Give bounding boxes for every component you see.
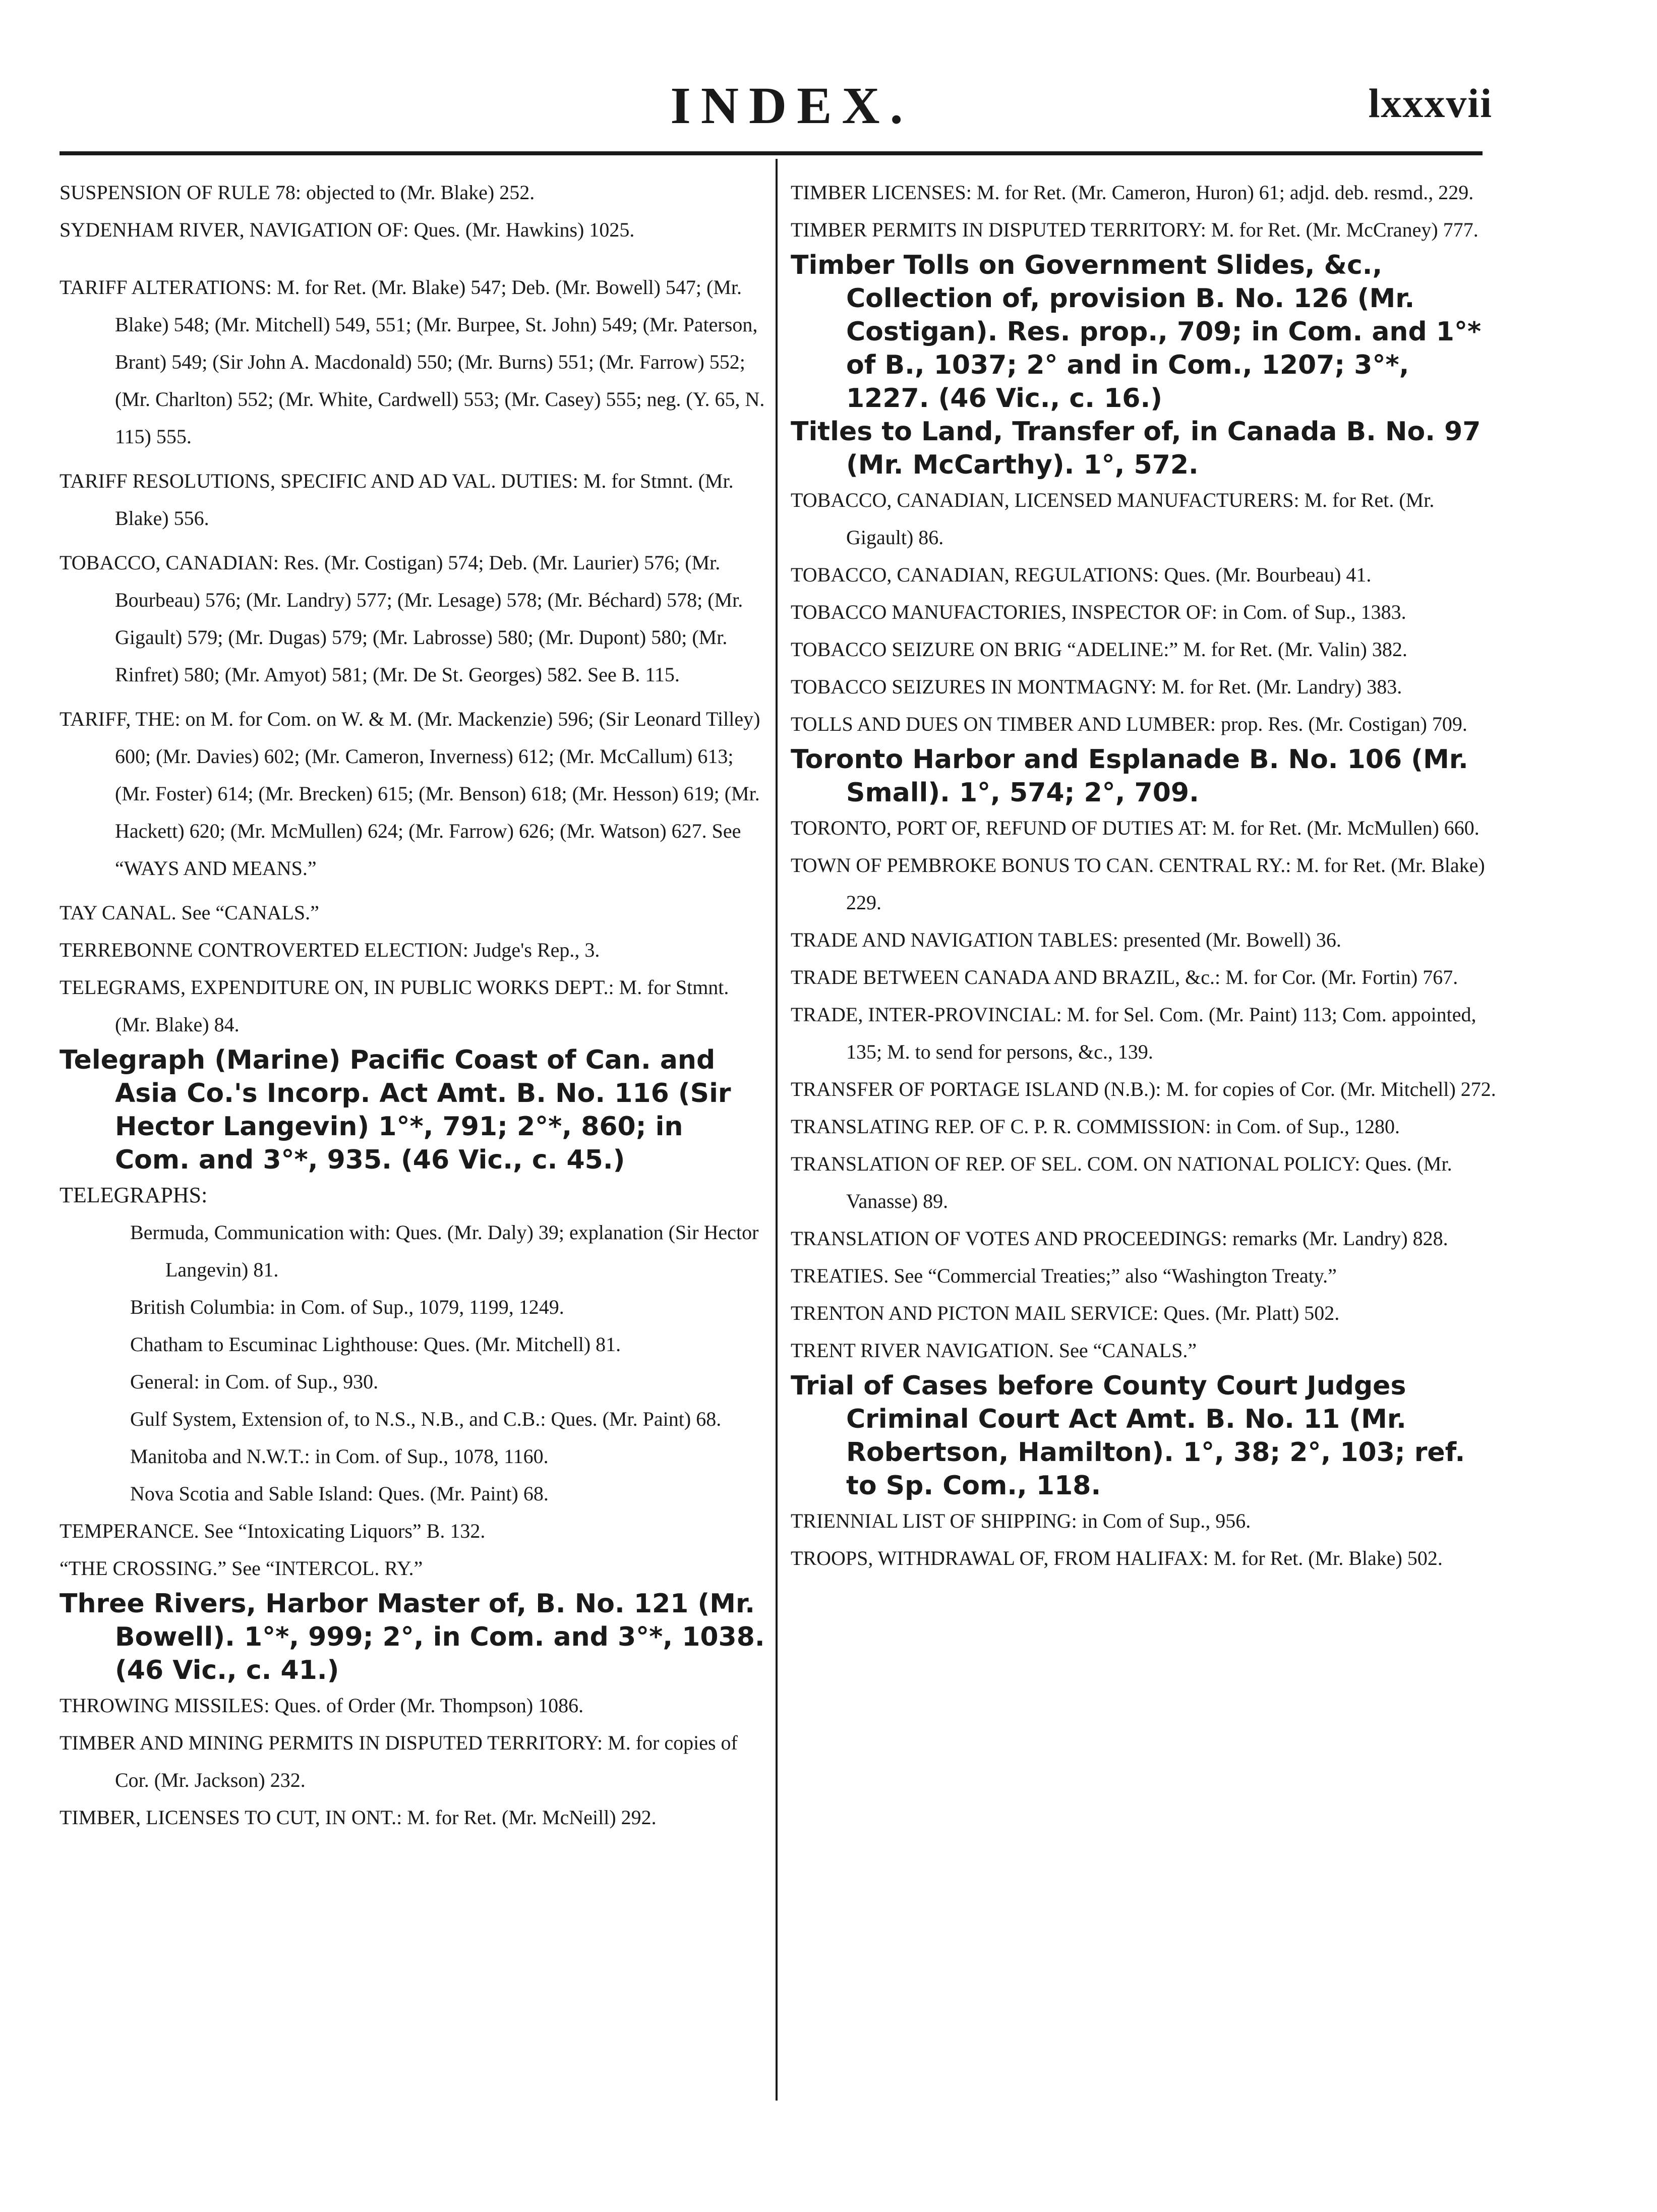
index-entry: TARIFF RESOLUTIONS, SPECIFIC AND AD VAL. DUTIES: M. for Stmnt. (Mr. Blake) 556. xyxy=(60,470,734,530)
index-entry: TRADE, INTER-PROVINCIAL: M. for Sel. Com. (Mr. Paint) 113; Com. appointed, 135; M. to send for persons, &c., 139. xyxy=(791,1003,1476,1063)
index-entry: TRENT RIVER NAVIGATION. See “CANALS.” xyxy=(791,1339,1197,1362)
index-entry: TERREBONNE CONTROVERTED ELECTION: Judge's Rep., 3. xyxy=(60,939,600,961)
index-entry: TOBACCO SEIZURE ON BRIG “ADELINE:” M. for Ret. (Mr. Valin) 382. xyxy=(791,638,1407,661)
sub-entry: General: in Com. of Sup., 930. xyxy=(130,1370,379,1393)
header-rule xyxy=(60,151,1483,155)
sub-entry: Chatham to Escuminac Lighthouse: Ques. (Mr. Mitchell) 81. xyxy=(130,1333,621,1356)
index-entry: THROWING MISSILES: Ques. of Order (Mr. Thompson) 1086. xyxy=(60,1694,584,1717)
index-entry: TOBACCO MANUFACTORIES, INSPECTOR OF: in Com. of Sup., 1383. xyxy=(791,601,1406,623)
right-column xyxy=(791,174,1497,1577)
section-heading: TELEGRAPHS: xyxy=(60,1183,208,1207)
page-title: INDEX. xyxy=(670,77,913,135)
sub-entry: Manitoba and N.W.T.: in Com. of Sup., 1078, 1160. xyxy=(130,1445,549,1468)
index-entry: TRADE BETWEEN CANADA AND BRAZIL, &c.: M. for Cor. (Mr. Fortin) 767. xyxy=(791,966,1458,988)
index-entry: “THE CROSSING.” See “INTERCOL. RY.” xyxy=(60,1557,423,1580)
index-entry: SUSPENSION OF RULE 78: objected to (Mr. Blake) 252. xyxy=(60,181,535,204)
index-entry: TARIFF ALTERATIONS: M. for Ret. (Mr. Blake) 547; Deb. (Mr. Bowell) 547; (Mr. Blake) 548; (Mr. Mitchell) 549, 551; (Mr. Burpee, St. John) 549; (Mr. Paterson, Brant) 549; (Sir John A. Macdonald) 550; (Mr. Burns) 551; (Mr. Farrow) 552; (Mr. Charlton) 552; (Mr. White, Cardwell) 553; (Mr. Casey) 555; neg. (Y. 65, N. 115) 555. xyxy=(60,276,765,448)
bill-entry: Toronto Harbor and Esplanade B. No. 106 (Mr. Small). 1°, 574; 2°, 709. xyxy=(791,744,1468,808)
index-entry: TOBACCO, CANADIAN, LICENSED MANUFACTURERS: M. for Ret. (Mr. Gigault) 86. xyxy=(791,489,1435,549)
bill-entry: Trial of Cases before County Court Judges Criminal Court Act Amt. B. No. 11 (Mr. Robertson, Hamilton). 1°, 38; 2°, 103; ref. to Sp. Com., 118. xyxy=(791,1371,1465,1501)
index-entry: TRANSLATION OF VOTES AND PROCEEDINGS: remarks (Mr. Landry) 828. xyxy=(791,1227,1448,1250)
bill-entry: Telegraph (Marine) Pacific Coast of Can. and Asia Co.'s Incorp. Act Amt. B. No. 116 (Sir Hector Langevin) 1°*, 791; 2°*, 860; in Com. and 3°*, 935. (46 Vic., c. 45.) xyxy=(60,1045,731,1175)
index-entry: TOBACCO, CANADIAN, REGULATIONS: Ques. (Mr. Bourbeau) 41. xyxy=(791,563,1372,586)
bill-entry: Timber Tolls on Government Slides, &c., Collection of, provision B. No. 126 (Mr. Costigan). Res. prop., 709; in Com. and 1°* of B., 1037; 2° and in Com., 1207; 3°*, 1227. (46 Vic., c. 16.) xyxy=(791,250,1482,414)
page-number: lxxxvii xyxy=(1368,80,1493,126)
sub-entry: Bermuda, Communication with: Ques. (Mr. Daly) 39; explanation (Sir Hector Langevin) 81. xyxy=(130,1221,759,1281)
index-entry: TARIFF, THE: on M. for Com. on W. & M. (Mr. Mackenzie) 596; (Sir Leonard Tilley) 600; (Mr. Davies) 602; (Mr. Cameron, Inverness) 612; (Mr. McCallum) 613; (Mr. Foster) 614; (Mr. Brecken) 615; (Mr. Benson) 618; (Mr. Hesson) 619; (Mr. Hackett) 620; (Mr. McMullen) 624; (Mr. Farrow) 626; (Mr. Watson) 627. See “WAYS AND MEANS.” xyxy=(60,708,760,880)
sub-entry: Gulf System, Extension of, to N.S., N.B., and C.B.: Ques. (Mr. Paint) 68. xyxy=(130,1408,722,1430)
index-entry: TOLLS AND DUES ON TIMBER AND LUMBER: prop. Res. (Mr. Costigan) 709. xyxy=(791,713,1467,735)
index-entry: TOBACCO, CANADIAN: Res. (Mr. Costigan) 574; Deb. (Mr. Laurier) 576; (Mr. Bourbeau) 576; (Mr. Landry) 577; (Mr. Lesage) 578; (Mr. Béchard) 578; (Mr. Gigault) 579; (Mr. Dugas) 579; (Mr. Labrosse) 580; (Mr. Dupont) 580; (Mr. Rinfret) 580; (Mr. Amyot) 581; (Mr. De St. Georges) 582. See B. 115. xyxy=(60,551,743,686)
index-entry: TRANSFER OF PORTAGE ISLAND (N.B.): M. for copies of Cor. (Mr. Mitchell) 272. xyxy=(791,1078,1496,1100)
index-entry: TREATIES. See “Commercial Treaties;” also “Washington Treaty.” xyxy=(791,1264,1337,1287)
bill-entry: Titles to Land, Transfer of, in Canada B. No. 97 (Mr. McCarthy). 1°, 572. xyxy=(791,417,1481,480)
index-entry: TRANSLATION OF REP. OF SEL. COM. ON NATIONAL POLICY: Ques. (Mr. Vanasse) 89. xyxy=(791,1152,1452,1212)
index-entry: TELEGRAMS, EXPENDITURE ON, IN PUBLIC WORKS DEPT.: M. for Stmnt. (Mr. Blake) 84. xyxy=(60,976,729,1036)
column-divider xyxy=(776,159,778,2101)
index-entry: TOWN OF PEMBROKE BONUS TO CAN. CENTRAL RY.: M. for Ret. (Mr. Blake) 229. xyxy=(791,854,1485,914)
index-entry: TIMBER, LICENSES TO CUT, IN ONT.: M. for Ret. (Mr. McNeill) 292. xyxy=(60,1806,657,1829)
index-entry: TROOPS, WITHDRAWAL OF, FROM HALIFAX: M. for Ret. (Mr. Blake) 502. xyxy=(791,1547,1443,1569)
index-entry: TEMPERANCE. See “Intoxicating Liquors” B. 132. xyxy=(60,1520,486,1542)
sub-entry: Nova Scotia and Sable Island: Ques. (Mr. Paint) 68. xyxy=(130,1482,549,1505)
sub-entry: British Columbia: in Com. of Sup., 1079, 1199, 1249. xyxy=(130,1296,564,1318)
bill-entry: Three Rivers, Harbor Master of, B. No. 121 (Mr. Bowell). 1°*, 999; 2°, in Com. and 3°*, 1038. (46 Vic., c. 41.) xyxy=(60,1589,765,1685)
index-entry: TIMBER PERMITS IN DISPUTED TERRITORY: M. for Ret. (Mr. McCraney) 777. xyxy=(791,218,1478,241)
index-entry: TRENTON AND PICTON MAIL SERVICE: Ques. (Mr. Platt) 502. xyxy=(791,1302,1340,1324)
index-entry: SYDENHAM RIVER, NAVIGATION OF: Ques. (Mr. Hawkins) 1025. xyxy=(60,218,635,241)
index-entry: TORONTO, PORT OF, REFUND OF DUTIES AT: M. for Ret. (Mr. McMullen) 660. xyxy=(791,817,1480,839)
index-entry: TRANSLATING REP. OF C. P. R. COMMISSION: in Com. of Sup., 1280. xyxy=(791,1115,1400,1138)
index-entry: TOBACCO SEIZURES IN MONTMAGNY: M. for Ret. (Mr. Landry) 383. xyxy=(791,675,1402,698)
index-entry: TAY CANAL. See “CANALS.” xyxy=(60,901,319,924)
left-column xyxy=(60,174,765,1836)
index-entry: TRADE AND NAVIGATION TABLES: presented (Mr. Bowell) 36. xyxy=(791,928,1341,951)
index-entry: TIMBER AND MINING PERMITS IN DISPUTED TERRITORY: M. for copies of Cor. (Mr. Jackson) 232. xyxy=(60,1731,738,1791)
index-entry: TIMBER LICENSES: M. for Ret. (Mr. Cameron, Huron) 61; adjd. deb. resmd., 229. xyxy=(791,181,1474,204)
index-entry: TRIENNIAL LIST OF SHIPPING: in Com of Sup., 956. xyxy=(791,1509,1251,1532)
